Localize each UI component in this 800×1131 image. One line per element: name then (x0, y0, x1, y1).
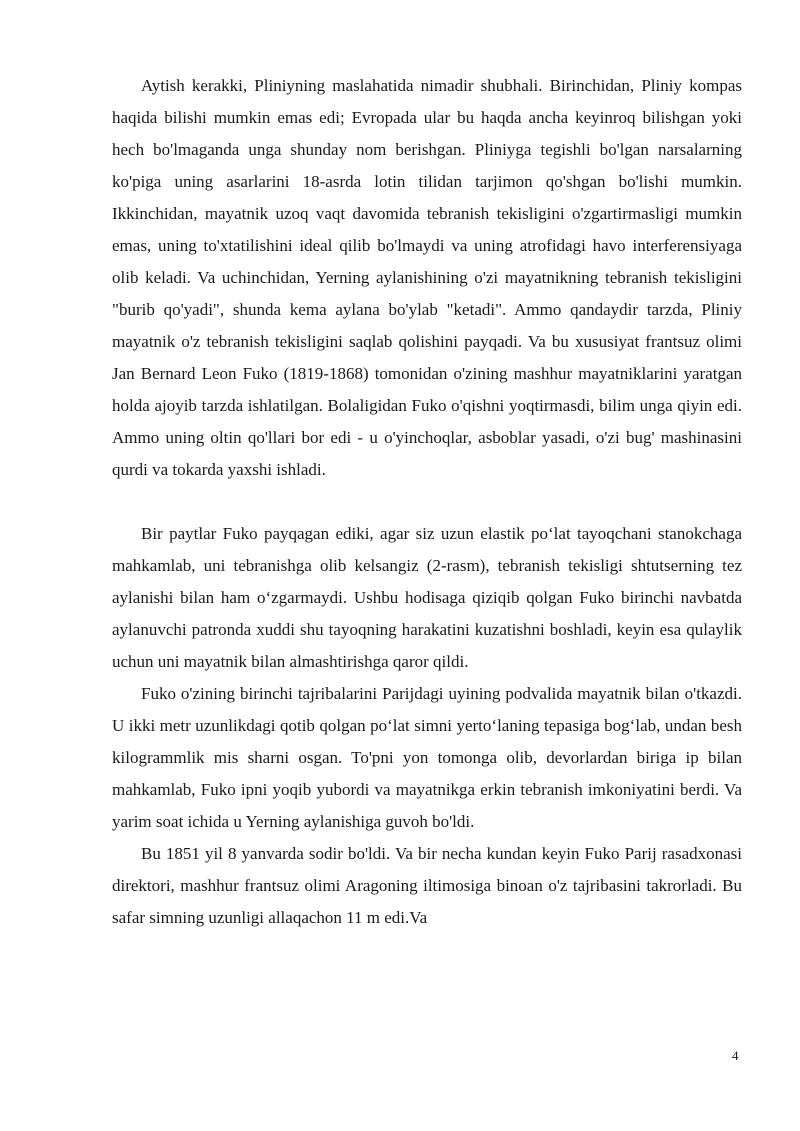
paragraph-1851-date: Bu 1851 yil 8 yanvarda sodir bo'ldi. Va bir necha kundan keyin Fuko Parij rasadxonasi direktori, mashhur frantsuz olimi Aragoning iltimosiga binoan o'z tajribasini takrorladi. Bu safar simning uzunligi allaqachon 11 m edi.Va (112, 844, 742, 927)
page-number: 4 (732, 1048, 739, 1063)
paragraph-first-experiments: Fuko o'zining birinchi tajribalarini Parijdagi uyining podvalida mayatnik bilan o'tkazdi. U ikki metr uzunlikdagi qotib qolgan poʻlat simni yertoʻlaning tepasiga bogʻlab, undan besh kilogrammlik mis sharni osgan. To'pni yon tomonga olib, devorlardan biriga ip bilan mahkamlab, Fuko ipni yoqib yubordi va mayatnikga erkin tebranish imkoniyatini berdi. Va yarim soat ichida u Yerning aylanishiga guvoh bo'ldi. (112, 684, 742, 831)
paragraph-pliny-doubts: Aytish kerakki, Pliniyning maslahatida nimadir shubhali. Birinchidan, Pliniy kompas haqida bilishi mumkin emas edi; Evropada ular bu haqda ancha keyinroq bilishgan yoki hech bo'lmaganda unga shunday nom berishgan. Pliniyga tegishli bo'lgan narsalarning ko'piga uning asarlarini 18-asrda lotin tilidan tarjimon qo'shgan bo'lishi mumkin. Ikkinchidan, mayatnik uzoq vaqt davomida tebranish tekisligini o'zgartirmasligi mumkin emas, uning to'xtatilishini ideal qilib bo'lmaydi va uning atrofidagi havo interferensiyaga olib keladi. Va uchinchidan, Yerning aylanishining o'zi mayatnikning tebranish tekisligini "burib qo'yadi", shunda kema aylana bo'ylab "ketadi". Ammo qandaydir tarzda, Pliniy mayatnik o'z tebranish tekisligini saqlab qolishini payqadi. Va bu xususiyat frantsuz olimi Jan Bernard Leon Fuko (1819-1868) tomonidan o'zining mashhur mayatniklarini yaratgan holda ajoyib tarzda ishlatilgan. Bolaligidan Fuko o'qishni yoqtirmasdi, bilim unga qiyin edi. Ammo uning oltin qo'llari bor edi - u o'yinchoqlar, asboblar yasadi, o'zi bug' mashinasini qurdi va tokarda yaxshi ishladi. (112, 76, 742, 479)
body-text (112, 70, 742, 934)
paragraph-steel-rod: Bir paytlar Fuko payqagan ediki, agar siz uzun elastik poʻlat tayoqchani stanokchaga mahkamlab, uni tebranishga olib kelsangiz (2-rasm), tebranish tekisligi shtutserning tez aylanishi bilan ham oʻzgarmaydi. Ushbu hodisaga qiziqib qolgan Fuko birinchi navbatda aylanuvchi patronda xuddi shu tayoqning harakatini kuzatishni boshladi, keyin esa qulaylik uchun uni mayatnik bilan almashtirishga qaror qildi. (112, 524, 742, 671)
